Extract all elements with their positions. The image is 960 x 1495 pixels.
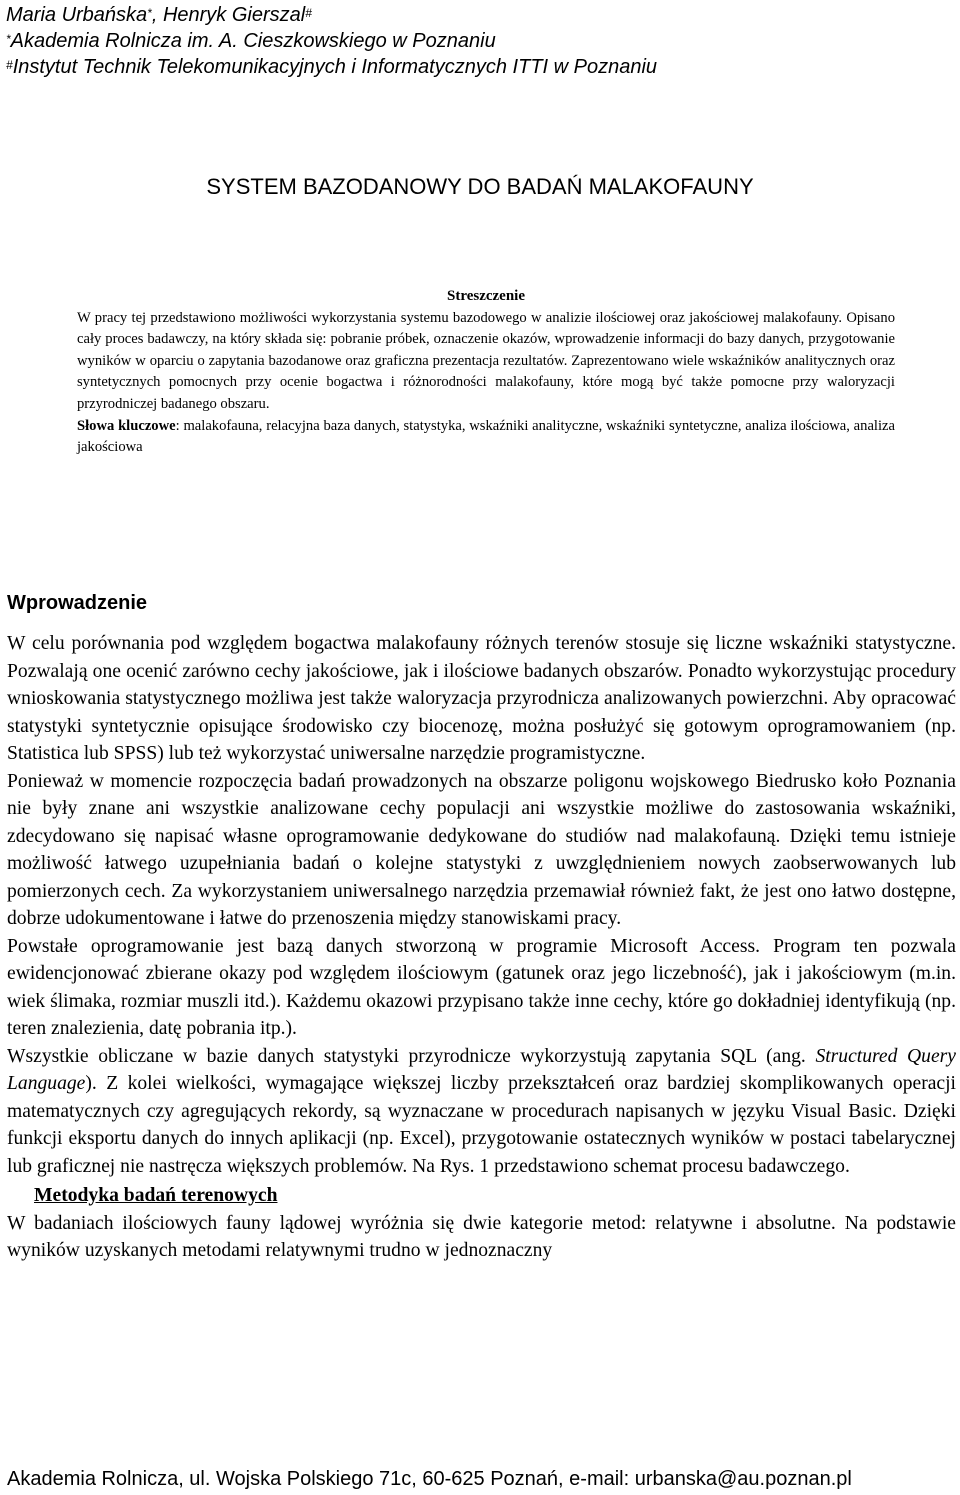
affil-mark-2: # bbox=[305, 6, 312, 20]
paragraph-2: Ponieważ w momencie rozpoczęcia badań prowadzonych na obszarze poligonu wojskowego Biedrusko koło Poznania nie były znane ani wszystkie analizowane cechy populacji ani wszystkie możliwe do zastosowania wskaźniki, zdecydowano się napisać własne oprogramowanie dedykowane do studiów nad malakofauną. Dzięki temu istnieje możliwość łatwego uzupełniania badań o kolejne statystyki z uwzględnieniem nowych zaobserwowanych lub pomierzonych cech. Za wykorzystaniem uniwersalnego narzędzia przemawiał również fakt, że jest ono łatwo dostępne, dobrze udokumentowane i łatwe do przenoszenia między stanowiskami pracy. bbox=[7, 770, 956, 929]
abstract-heading: Streszczenie bbox=[446, 288, 526, 304]
affiliation-2 bbox=[6, 54, 657, 80]
author-block bbox=[6, 2, 657, 80]
paragraph-1: W celu porównania pod względem bogactwa malakofauny różnych terenów stosuje się liczne wskaźniki statystyczne. Pozwalają one ocenić zarówno cechy jakościowe, jak i ilościowe badanych obszarów. Ponadto wykorzystując procedury wnioskowania statystycznego możliwa jest także waloryzacja przyrodnicza analizowanych powierzchni. Aby opracować statystyki syntetycznie opisujące środowisko czy biocenozę, można posłużyć się gotowym oprogramowaniem (np. Statistica lub SPSS) lub też wykorzystać uniwersalne narzędzie programistyczne. bbox=[7, 633, 956, 764]
author-1: Maria Urbańska bbox=[6, 4, 148, 26]
affil-1-mark: * bbox=[6, 32, 11, 46]
affiliation-1 bbox=[6, 28, 657, 54]
keywords bbox=[77, 416, 895, 459]
intro-heading: Wprowadzenie bbox=[7, 592, 148, 614]
paragraph-4 bbox=[7, 1043, 956, 1181]
paragraph-4-part-a: Wszystkie obliczane w bazie danych statystyki przyrodnicze wykorzystują zapytania SQL (ang. bbox=[7, 1045, 816, 1067]
keywords-text: : malakofauna, relacyjna baza danych, statystyka, wskaźniki analityczne, wskaźniki syntetyczne, analiza ilościowa, analiza jakościowa bbox=[77, 417, 895, 456]
affil-mark-1: * bbox=[147, 6, 152, 20]
keywords-label: Słowa kluczowe bbox=[77, 417, 176, 434]
paper-title: SYSTEM BAZODANOWY DO BADAŃ MALAKOFAUNY bbox=[206, 174, 754, 199]
paragraph-4-part-b: ). Z kolei wielkości, wymagające większej liczby przekształceń oraz bardziej skomplikowanych operacji matematycznych czy agregujących rekordy, są wyznaczane w procedurach napisanych w języku Visual Basic. Dzięki funkcji eksportu danych do innych aplikacji (np. Excel), przygotowanie ostatecznych wyników w postaci tabelarycznej lub graficznej nie nastręcza większych problemów. Na Rys. 1 przedstawiono schemat procesu badawczego. bbox=[7, 1073, 956, 1177]
author-2: , Henryk Gierszal bbox=[151, 4, 306, 26]
abstract bbox=[77, 286, 895, 459]
author-names bbox=[6, 2, 657, 28]
section-heading-methodology: Metodyka badań terenowych bbox=[34, 1185, 278, 1206]
paragraph-4-italic: Structured Query Language bbox=[7, 1045, 957, 1094]
paragraph-3: Powstałe oprogramowanie jest bazą danych stworzoną w programie Microsoft Access. Program ten pozwala ewidencjonować zbierane okazy pod względem ilościowym (gatunek oraz jego liczebność), jak i jakościowym (m.in. wiek ślimaka, rozmiar muszli itd.). Każdemu okazowi przypisano także inne cechy, które go dokładniej identyfikują (np. teren znalezienia, datę pobrania itp.). bbox=[7, 935, 956, 1039]
affil-1-text: Akademia Rolnicza im. A. Cieszkowskiego w Poznaniu bbox=[10, 30, 496, 52]
body-text bbox=[7, 630, 956, 1265]
footer-address: Akademia Rolnicza, ul. Wojska Polskiego 71c, 60-625 Poznań, e-mail: urbanska@au.poznan.pl bbox=[7, 1468, 852, 1490]
abstract-text: W pracy tej przedstawiono możliwości wykorzystania systemu bazodowego w analizie ilościowej oraz jakościowej malakofauny. Opisano cały proces badawczy, na który składa się: pobranie próbek, oznaczenie okazów, wprowadzenie informacji do bazy danych, przygotowanie wyników w oparciu o zapytania bazodanowe oraz graficzna prezentacja rezultatów. Zaprezentowano wiele wskaźników analitycznych oraz syntetycznych pomocnych przy ocenie bogactwa i różnorodności malakofauny, które mogą być także pomocne przy waloryzacji przyrodniczej badanego obszaru. bbox=[77, 309, 895, 412]
affil-2-mark: # bbox=[6, 58, 13, 72]
paragraph-5: W badaniach ilościowych fauny lądowej wyróżnia się dwie kategorie metod: relatywne i absolutne. Na podstawie wyników uzyskanych metodami relatywnymi trudno w jednoznaczny bbox=[7, 1212, 956, 1261]
affil-2-text: Instytut Technik Telekomunikacyjnych i Informatycznych ITTI w Poznaniu bbox=[12, 56, 658, 78]
